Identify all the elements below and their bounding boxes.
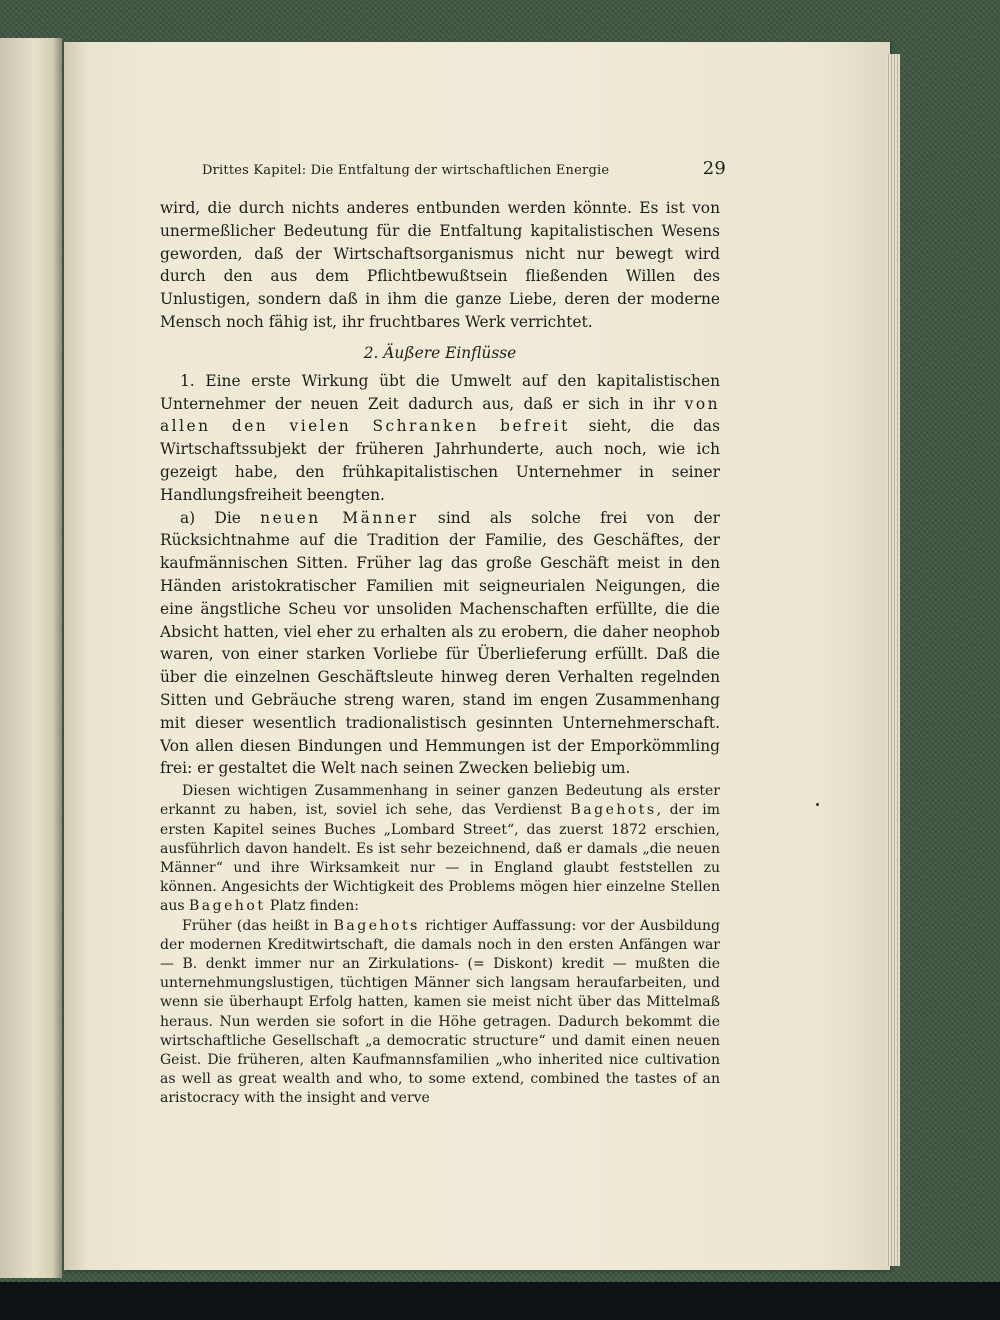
running-title: Drittes Kapitel: Die Entfaltung der wirtschaftlichen Energie — [202, 163, 610, 178]
paragraph-5-text-c: richtiger Auffassung: vor der Ausbildung der modernen Kreditwirtschaft, die damals noch in den ersten Anfängen war — B. denkt immer nur an Zirkulations- (= Diskont) kredit — mußten die unternehmungslustigen, tüchtigen Männer sich langsam heraufarbeiten, und wenn sie überhaupt Erfolg hatten, kamen sie meist nicht über das Mittelmaß heraus. Nun werden sie sofort in die Höhe getragen. Dadurch bekommt die wirtschaftliche Gesellschaft „a democratic structure“ und damit einen neuen Geist. Die früheren, alten Kaufmannsfamilien „who inherited nice cultivation as well as great wealth and who, to some extend, combined the tastes of an aristocracy with the insight and verve — [160, 917, 720, 1107]
paragraph-4 — [160, 782, 720, 916]
page-number: 29 — [702, 158, 726, 179]
paragraph-1: wird, die durch nichts anderes entbunden werden könnte. Es ist von unermeßlicher Bedeutung für die Entfaltung kapitalistischen Wesens geworden, daß der Wirtschaftsorganismus nicht nur bewegt wird durch den aus dem Pflichtbewußtsein fließenden Willen des Unlustigen, sondern daß in ihm die ganze Liebe, deren der moderne Mensch noch fähig ist, ihr fruchtbares Werk verrichtet. — [160, 199, 720, 331]
running-header — [202, 158, 726, 179]
paragraph-4-name-1: Bagehots — [570, 802, 657, 819]
paragraph-2-text-c: sieht, die das Wirtschaftssubjekt der früheren Jahrhunderte, auch noch, wie ich gezeigt habe, den frühkapitalistischen Unternehmer in seiner Handlungsfreiheit beengten. — [160, 417, 720, 504]
paragraph-5-name: Bagehots — [333, 917, 420, 934]
paragraph-2 — [160, 370, 720, 507]
paragraph-4-name-2: Bagehot — [189, 898, 266, 915]
paragraph-3-emphasis: neuen Männer — [260, 508, 419, 527]
ink-speck — [816, 803, 819, 806]
page-stack-edge — [886, 54, 900, 1266]
paragraph-3-text-c: sind als solche frei von der Rücksichtnahme auf die Tradition der Familie, des Geschäftes, der kaufmännischen Sitten. Früher lag das große Geschäft meist in den Händen aristokratischer Familien mit seigneurialen Neigungen, die eine ängstliche Scheu vor unsoliden Machenschaften erfüllte, die die Absicht hatten, viel eher zu erhalten als zu erobern, die daher neophob waren, von einer starken Vorliebe für Überlieferung erfüllt. Daß die über die einzelnen Geschäftsleute hinweg deren Verhalten regelnden Sitten und Gebräuche streng waren, stand im engen Zusammenhang mit dieser wesentlich tradionalistisch gesinnten Unternehmerschaft. Von allen diesen Bindungen und Hemmungen ist der Emporkömmling frei: er gestaltet die Welt nach seinen Zwecken beliebig um. — [160, 508, 721, 778]
paragraph-5 — [160, 917, 720, 1109]
paragraph-4-text-c: , der im ersten Kapitel seines Buches „Lombard Street“, das zuerst 1872 erschien, ausführlich davon handelt. Es ist sehr bezeichnend, daß er damals „die neuen Männer“ und ihre Wirksamkeit nur — in England glaubt feststellen zu können. Angesichts der Wichtigkeit des Problems mögen hier einzelne Stellen aus — [160, 802, 720, 915]
paragraph-3 — [160, 507, 720, 781]
paragraph-2-emphasis: von allen den vielen Schranken befreit — [160, 394, 720, 436]
section-heading: 2. Äußere Einflüsse — [363, 343, 517, 362]
note-text — [160, 782, 720, 1108]
text-block — [160, 150, 726, 1109]
paragraph-4-text-e: Platz finden: — [265, 898, 359, 915]
paragraph-5-text-a: Früher (das heißt in — [182, 917, 334, 934]
previous-page-edge — [0, 38, 62, 1278]
main-text — [160, 197, 720, 780]
paragraph-3-text-a: a) Die — [180, 508, 261, 527]
scan-background — [0, 1282, 1000, 1320]
paragraph-2-text-a: 1. Eine erste Wirkung übt die Umwelt auf den kapitalistischen Unternehmer der neuen Zeit dadurch aus, daß er sich in ihr — [160, 371, 720, 413]
paragraph-4-text-a: Diesen wichtigen Zusammenhang in seiner ganzen Bedeutung als erster erkannt zu haben, ist, soviel ich sehe, das Verdienst — [160, 783, 720, 819]
